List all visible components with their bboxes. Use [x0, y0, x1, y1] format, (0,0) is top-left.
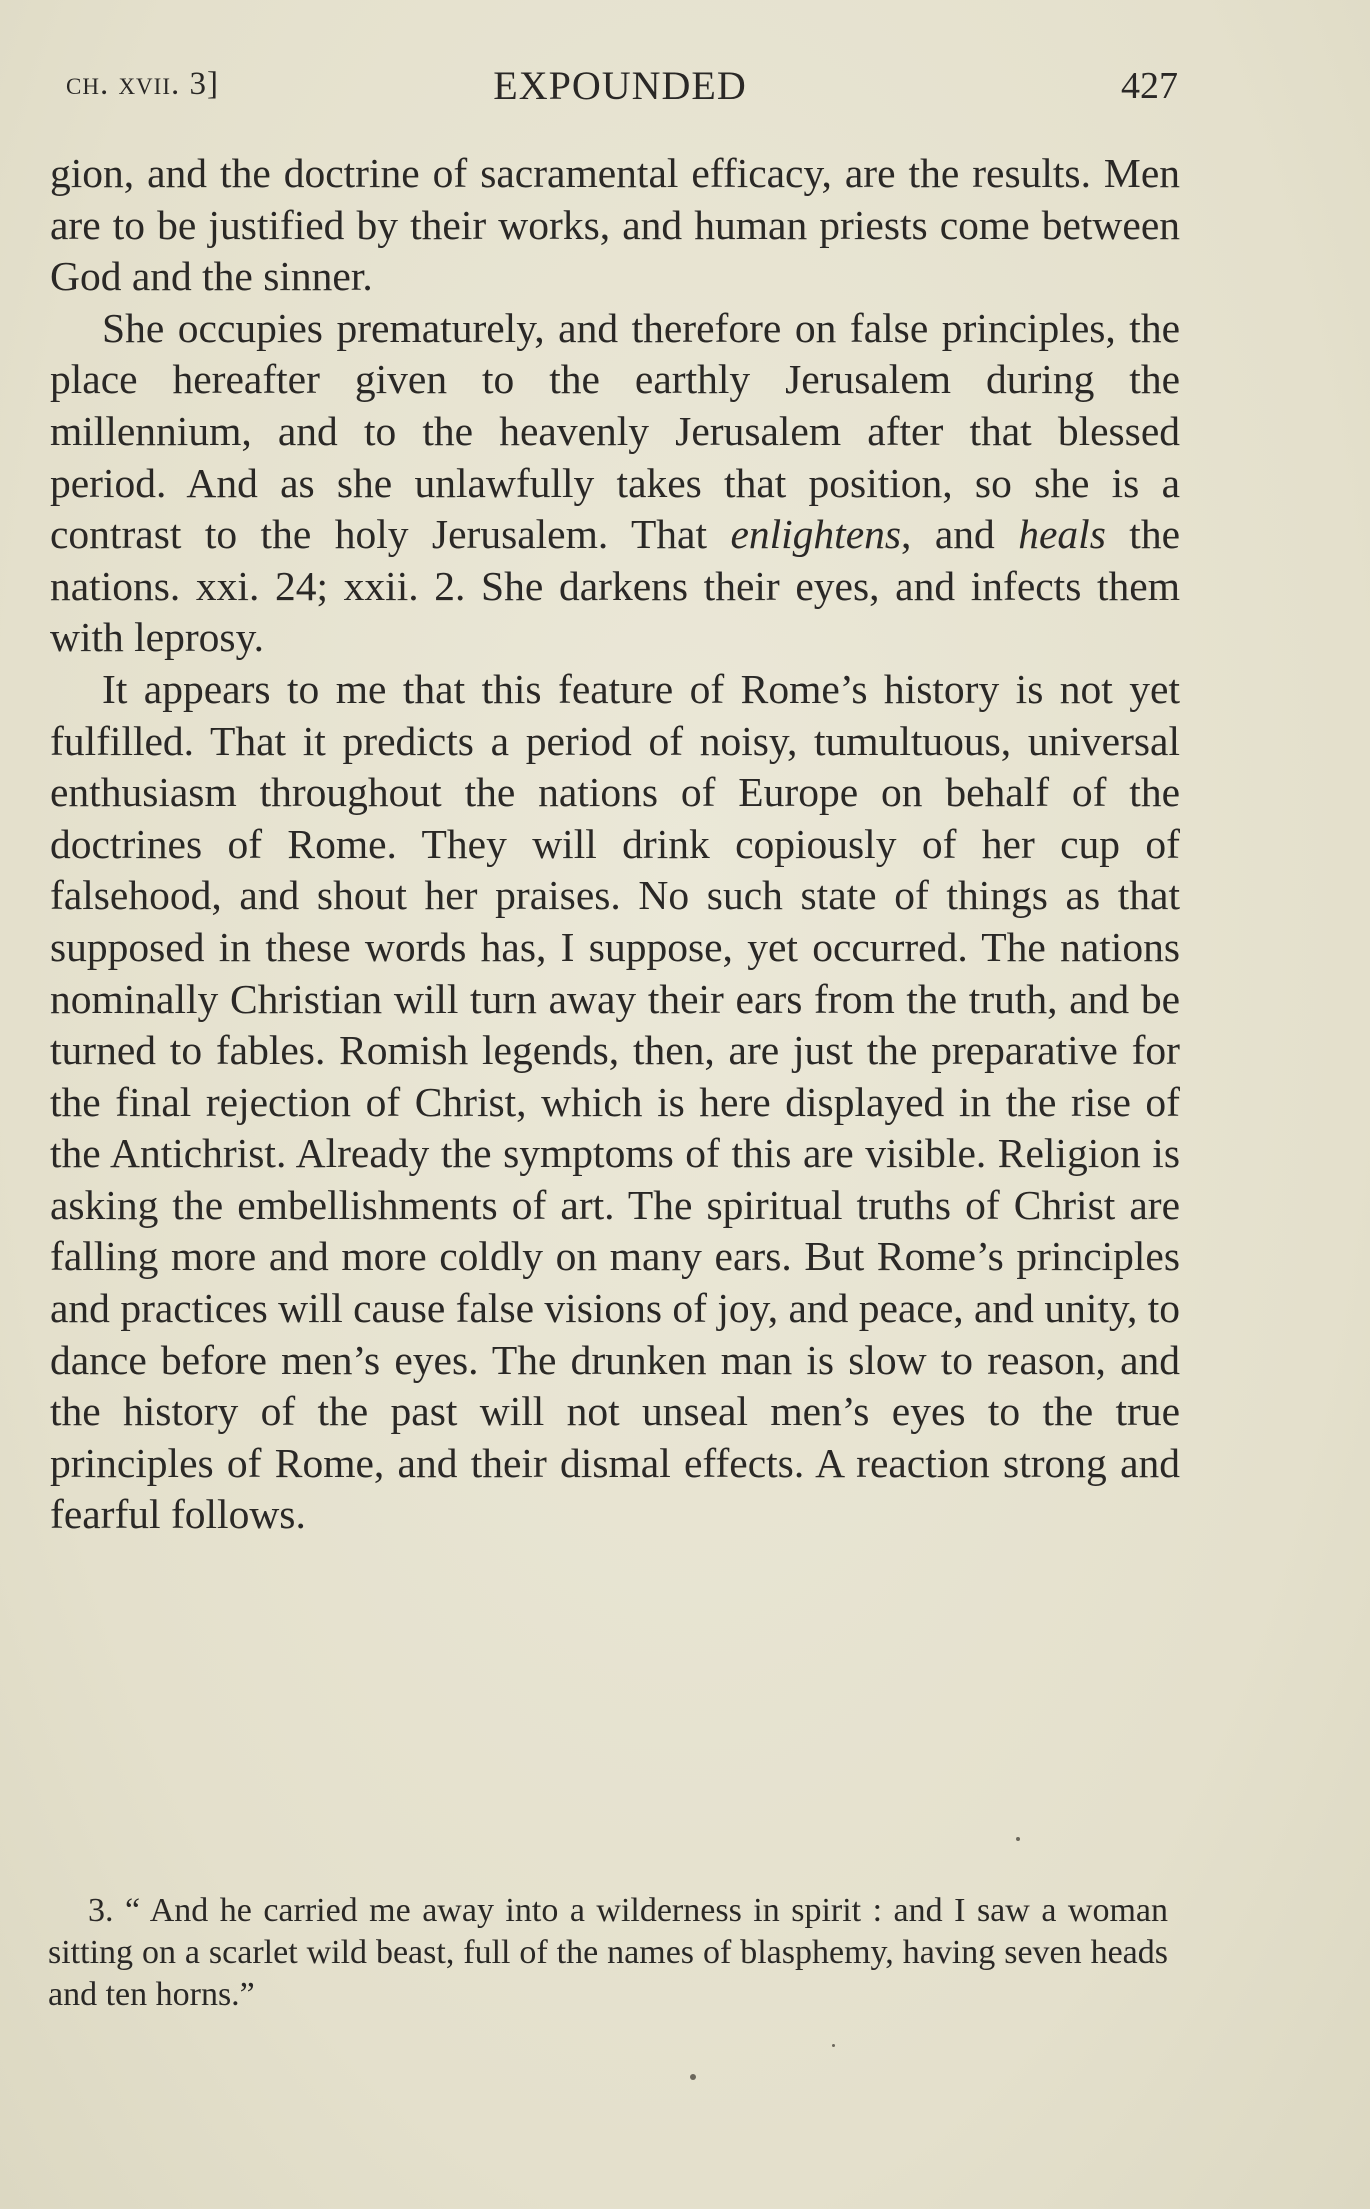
paragraph-2	[50, 303, 1180, 664]
body-text	[50, 148, 1180, 1541]
paragraph-2-part-c: the nations. xxi. 24; xxii. 2. She darkens their eyes, and infects them with leprosy.	[50, 511, 1181, 661]
footnote-text: 3. “ And he carried me away into a wilderness in spirit : and I saw a woman sitting on a scarlet wild beast, full of the names of blasphemy, having seven heads and ten horns.”	[48, 1892, 1168, 2013]
paper-speck	[690, 2074, 696, 2080]
paragraph-3: It appears to me that this feature of Rome’s history is not yet fulfilled. That it predicts a period of noisy, tumultuous, universal enthusiasm throughout the nations of Europe on behalf of the doctrines of Rome. They will drink copiously of her cup of falsehood, and shout her praises. No such state of things as that supposed in these words has, I suppose, yet occurred. The nations nominally Christian will turn away their ears from the truth, and be turned to fables. Romish legends, then, are just the preparative for the final rejection of Christ, which is here displayed in the rise of the Antichrist. Already the symptoms of this are visible. Religion is asking the embellishments of art. The spiritual truths of Christ are falling more and more coldly on many ears. But Rome’s principles and practices will cause false visions of joy, and peace, and unity, to dance before men’s eyes. The drunken man is slow to reason, and the history of the past will not unseal men’s eyes to the true principles of Rome, and their dismal effects. A reaction strong and fearful follows.	[50, 665, 1180, 1538]
running-head: ch. xvii. 3]	[66, 66, 219, 102]
emphasis-enlightens: enlightens	[730, 511, 902, 558]
paragraph-1: gion, and the doctrine of sacramental efficacy, are the results. Men are to be justified by their works, and human priests come between God and the sinner.	[50, 150, 1180, 300]
paragraph-2-part-b: , and	[901, 511, 1019, 558]
footnote	[48, 1890, 1168, 2016]
page-number: 427	[1121, 65, 1178, 107]
paragraph-2-part-a: She occupies prematurely, and therefore on false principles, the place hereafter given to the earthly Jerusalem during the millennium, and to the heavenly Jerusalem after that blessed period. And as she unlawfully takes that position, so she is a contrast to the holy Jerusalem. That	[50, 304, 1180, 558]
running-title: EXPOUNDED	[493, 63, 747, 108]
page-header	[62, 62, 1178, 112]
paper-speck	[1016, 1837, 1020, 1841]
emphasis-heals: heals	[1018, 511, 1106, 558]
paper-speck	[832, 2044, 835, 2047]
